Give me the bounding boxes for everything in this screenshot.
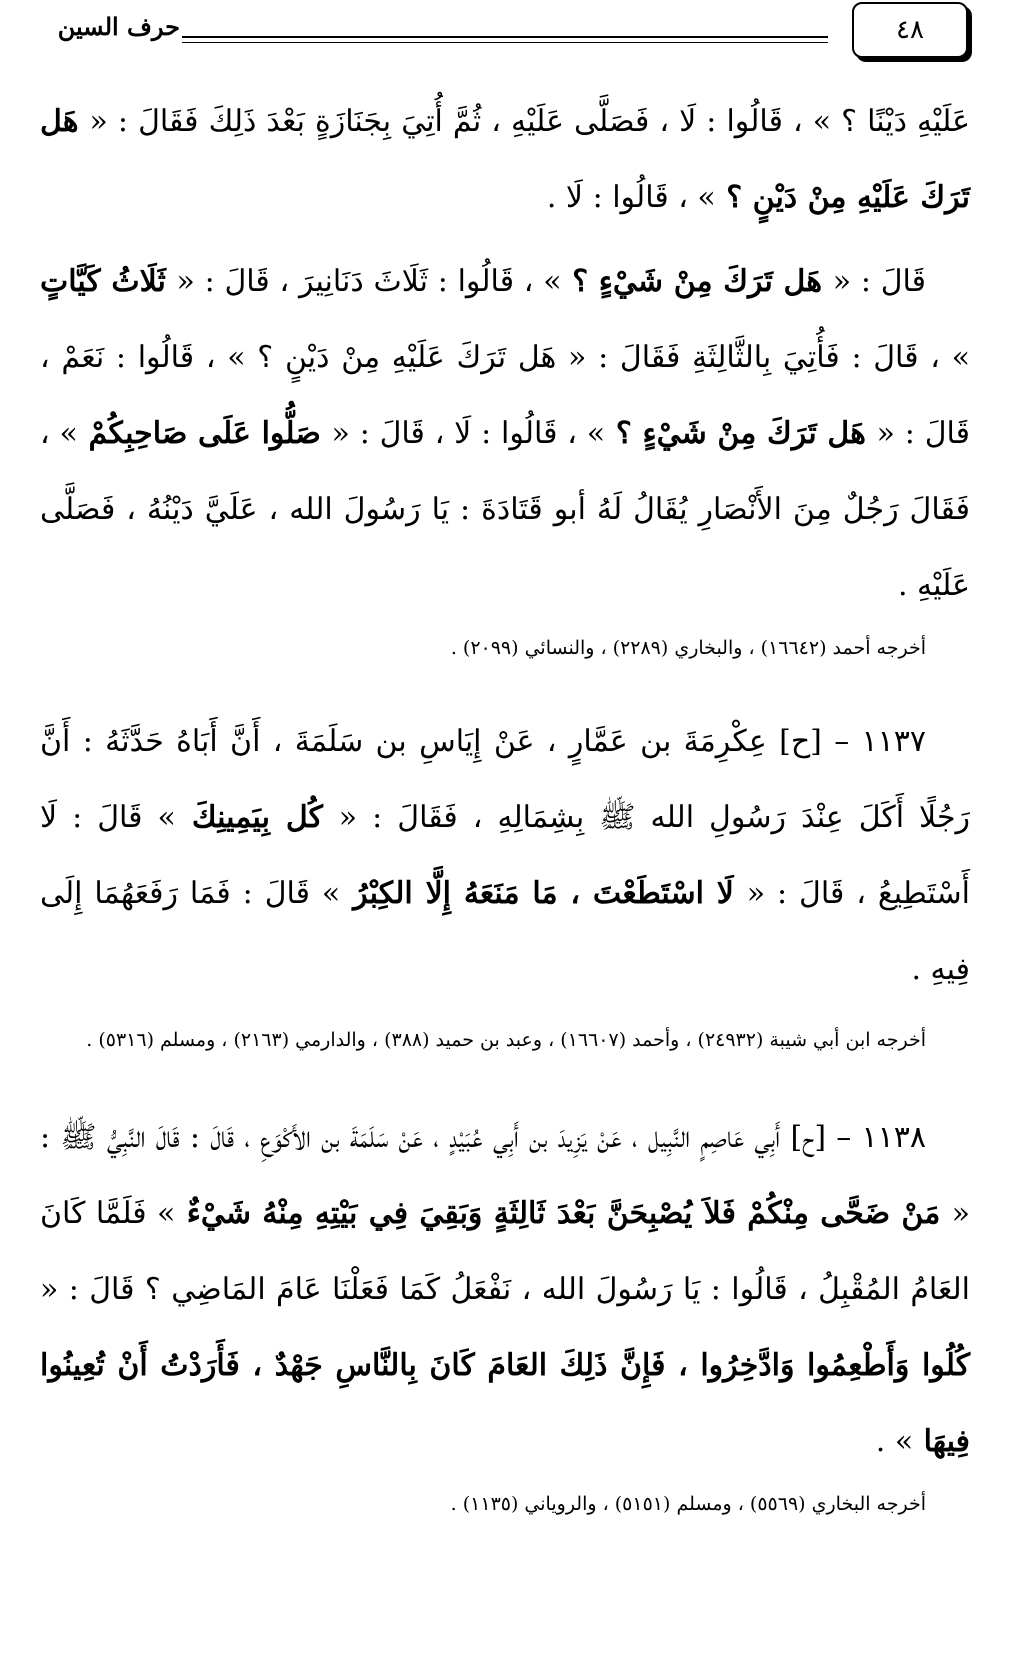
hadith-1138	[40, 1100, 970, 1480]
chapter-title: حرف السين	[57, 12, 180, 41]
text-run: » قَالَ : فَمَا رَفَعَهُمَا إِلَى فِيهِ .	[40, 876, 970, 987]
text-run: قَالَ : «	[832, 264, 926, 299]
prophetic-quote: هَل تَرَكَ عَلَيْهِ مِنْ دَيْنٍ ؟	[40, 104, 970, 215]
text-run: » ، قَالُوا : لَا ، قَالَ : «	[331, 416, 606, 451]
prophetic-quote: كُل بِيَمِينِكَ	[175, 800, 339, 835]
text-run: » فَلَمَّا كَانَ العَامُ المُقْبِلُ ، قَالُوا : يَا رَسُولَ الله ، نَفْعَلُ كَمَا فَعَلْنَا عَامَ المَاضِي ؟ قَالَ : «	[40, 1196, 970, 1307]
prophetic-quote: هَل تَرَكَ مِنْ شَيْءٍ ؟	[561, 264, 833, 299]
page-number: ٤٨	[852, 2, 968, 58]
text-run: » .	[875, 1424, 914, 1459]
page-header	[0, 0, 1010, 70]
page-content	[40, 84, 970, 1528]
prophetic-quote: صَلُّوا عَلَى صَاحِبِكُمْ	[77, 416, 332, 451]
text-run: عَلَيْهِ دَيْنًا ؟ » ، قَالُوا : لَا ، فَصَلَّى عَلَيْهِ ، ثُمَّ أُتِيَ بِجَنَازَةٍ بَعْدَ ذَلِكَ فَقَالَ : «	[89, 104, 970, 139]
text-run: » ، قَالَ : فَأُتِيَ بِالثَّالِثَةِ فَقَالَ : « هَل تَرَكَ عَلَيْهِ مِنْ دَيْنٍ ؟ » ، قَالُوا : نَعَمْ ، قَالَ : «	[40, 340, 970, 451]
text-run: ١١٣٧ – [ح] عِكْرِمَةَ بن عَمَّارٍ ، عَنْ إِيَاسِ بن سَلَمَةَ ، أَنَّ أَبَاهُ حَدَّثَهُ : أَنَّ رَجُلًا أَكَلَ عِنْدَ رَسُولِ الله ﷺ بِشِمَالِهِ ، فَقَالَ : «	[40, 724, 970, 835]
source-reference: أخرجه البخاري (٥٥٦٩) ، ومسلم (٥١٥١) ، والروياني (١١٣٥) .	[450, 1493, 926, 1515]
source-reference: أخرجه أحمد (١٦٦٤٢) ، والبخاري (٢٢٨٩) ، والنسائي (٢٠٩٩) .	[450, 637, 926, 659]
prophetic-quote: مَنْ ضَحَّى مِنْكُمْ فَلاَ يُصْبِحَنَّ بَعْدَ ثَالِثَةٍ وَبَقِيَ فِي بَيْتِهِ مِنْهُ شَيْءٌ	[175, 1196, 952, 1231]
paragraph-narration	[40, 244, 970, 624]
text-run: » ، قَالُوا : ثَلَاثَ دَنَانِيرَ ، قَالَ : «	[176, 264, 562, 299]
text-run: » ، فَقَالَ رَجُلٌ مِنَ الأَنْصَارِ يُقَالُ لَهُ أبو قَتَادَةَ : يَا رَسُولَ الله ، عَلَيَّ دَيْنُهُ ، فَصَلَّى عَلَيْهِ .	[40, 416, 970, 603]
text-run: » ، قَالُوا : لَا .	[546, 180, 716, 215]
prophetic-quote: كُلُوا وَأَطْعِمُوا وَادَّخِرُوا ، فَإِنَّ ذَلِكَ العَامَ كَانَ بِالنَّاسِ جَهْدٌ ، فَأَرَدْتُ أَنْ تُعِينُوا فِيهَا	[40, 1348, 970, 1459]
text-run: ١١٣٨ – [ح] أَبِي عَاصِمٍ النَّبِيل ، عَنْ يَزِيدَ بن أَبِي عُبَيْدٍ ، عَنْ سَلَمَةَ بن الأَكْوَعِ ، قَالَ : قَالَ النَّبِيُّ ﷺ : «	[40, 1120, 970, 1231]
source-reference: أخرجه ابن أبي شيبة (٢٤٩٣٢) ، وأحمد (١٦٦٠٧) ، وعبد بن حميد (٣٨٨) ، والدارمي (٢١٦٣) ، ومسلم (٥٣١٦) .	[86, 1029, 926, 1051]
prophetic-quote: هَل تَرَكَ مِنْ شَيْءٍ ؟	[605, 416, 877, 451]
text-run: » قَالَ : لَا أَسْتَطِيعُ ، قَالَ : «	[40, 800, 970, 911]
header-rule	[182, 36, 828, 43]
paragraph-continuation	[40, 84, 970, 236]
prophetic-quote: ثَلَاثُ كَيَّاتٍ	[40, 264, 177, 299]
hadith-1137	[40, 704, 970, 1008]
prophetic-quote: لَا اسْتَطَعْتَ ، مَا مَنَعَهُ إِلَّا الكِبْرُ	[340, 876, 747, 911]
